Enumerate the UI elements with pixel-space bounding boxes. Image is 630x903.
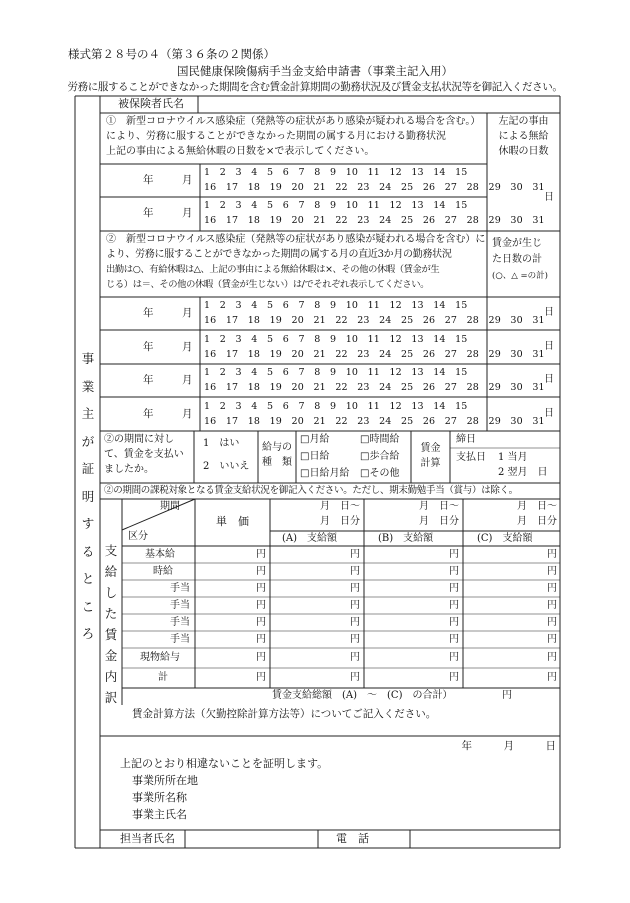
yen-unit: 円: [449, 549, 459, 560]
phone-field[interactable]: [412, 832, 558, 846]
row-label: 計: [158, 672, 168, 683]
yen-unit: 円: [547, 600, 557, 611]
kind-monthly-checkbox[interactable]: □月給: [300, 434, 330, 445]
yen-unit: 円: [350, 566, 360, 577]
section1-right-1: 左記の事由: [498, 116, 549, 127]
days-1-15: 1 2 3 4 5 6 7 8 9 10 11 12 13 14 15: [204, 200, 468, 211]
days-1-15: 1 2 3 4 5 6 7 8 9 10 11 12 13 14 15: [204, 334, 468, 345]
yen-unit: 円: [350, 634, 360, 645]
yen-unit: 円: [350, 672, 360, 683]
section2-line2: より、労務に服することができなかった期間の属する月の直近3か月の勤務状況: [106, 249, 452, 260]
yen-unit: 円: [256, 566, 266, 577]
year-label: 年: [143, 174, 154, 186]
form-number: 様式第２８号の４（第３６条の２関係）: [68, 47, 275, 61]
section1-day-unit[interactable]: 日: [544, 192, 554, 203]
day-unit: 日: [544, 341, 554, 352]
yen-unit: 円: [449, 600, 459, 611]
business-name-label: 事業所名称: [132, 791, 187, 804]
row-label: 時給: [153, 566, 173, 577]
wage-breakdown-side-label: 支給した賃金内訳: [104, 543, 118, 705]
unit-price-header: 単 価: [216, 515, 249, 528]
yen-unit: 円: [449, 583, 459, 594]
days-16-31: 16 17 18 19 20 21 22 23 24 25 26 27 28 29 30 31: [204, 182, 545, 193]
total-wage-yen[interactable]: 円: [502, 690, 512, 701]
phone-label: 電 話: [336, 832, 369, 845]
kind-other-checkbox[interactable]: □その他: [360, 468, 400, 479]
kind-daily-monthly-checkbox[interactable]: □日給月給: [300, 468, 350, 479]
pay-kind-label-1: 給与の: [262, 442, 292, 453]
section2-right-2: た日数の計: [492, 254, 542, 265]
month-label: 月: [182, 307, 193, 319]
section1-line3: 上記の事由による無給休暇の日数を×で表示してください。: [106, 146, 375, 157]
days-1-15: 1 2 3 4 5 6 7 8 9 10 11 12 13 14 15: [204, 167, 468, 178]
payment-yes-option[interactable]: 1 はい: [203, 438, 240, 449]
days-16-31: 16 17 18 19 20 21 22 23 24 25 26 27 28 29 30 31: [204, 215, 545, 226]
row-label: 手当: [170, 617, 190, 628]
yen-unit: 円: [350, 600, 360, 611]
row-label: 手当: [170, 600, 190, 611]
yen-unit: 円: [449, 652, 459, 663]
insured-name-label: 被保険者氏名: [118, 97, 184, 110]
payment-question-1: ②の期間に対し: [104, 434, 174, 445]
period-c-from[interactable]: 月 日～: [517, 501, 557, 512]
row-label: 手当: [170, 583, 190, 594]
month-label: 月: [182, 341, 193, 353]
yen-unit: 円: [449, 566, 459, 577]
row-label: 手当: [170, 634, 190, 645]
period-a-from[interactable]: 月 日～: [320, 501, 360, 512]
year-label: 年: [143, 207, 154, 219]
days-16-31: 16 17 18 19 20 21 22 23 24 25 26 27 28 29 30 31: [204, 315, 545, 326]
section1-line2: により、労務に服することができなかった期間の属する月における勤務状況: [106, 131, 446, 142]
insured-name-field[interactable]: [200, 97, 558, 112]
yen-unit: 円: [256, 634, 266, 645]
cert-statement: 上記のとおり相違ないことを証明します。: [120, 757, 329, 770]
yen-unit: 円: [449, 634, 459, 645]
payment-question-3: ましたか。: [104, 464, 154, 475]
total-wage-label: 賃金支給総額 (A) ～ (C) の合計）: [272, 690, 453, 701]
business-address-label: 事業所所在地: [132, 774, 198, 787]
category-header: 区分: [128, 531, 148, 542]
yen-unit: 円: [256, 672, 266, 683]
month-label: 月: [182, 374, 193, 386]
yen-unit: 円: [350, 583, 360, 594]
day-unit: 日: [544, 408, 554, 419]
payday-label: 支払日: [456, 452, 486, 463]
calc-label-1: 賃金: [420, 443, 441, 454]
yen-unit: 円: [547, 583, 557, 594]
payday-current-month[interactable]: 1 当月: [498, 452, 528, 463]
section2-line3: 出勤は○、有給休暇は△、上記の事由による無給休暇は×、その他の休暇（賃金が生: [106, 264, 440, 275]
section2-right-1: 賃金が生じ: [492, 238, 542, 249]
section1-right-3: 休暇の日数: [498, 146, 549, 157]
row-label: 基本給: [145, 549, 175, 560]
yen-unit: 円: [256, 652, 266, 663]
staff-name-label: 担当者氏名: [120, 832, 175, 845]
month-label: 月: [182, 174, 193, 186]
wage-note: ②の期間の課税対象となる賃金支給状況を御記入ください。ただし、期末勤勉手当（賞与）は除く。: [104, 485, 518, 496]
yen-unit: 円: [256, 617, 266, 628]
calc-label-2: 計算: [420, 458, 441, 469]
section1-right-2: による無給: [498, 131, 549, 142]
month-label: 月: [182, 408, 193, 420]
yen-unit: 円: [547, 634, 557, 645]
pay-kind-label-2: 種 類: [262, 457, 292, 468]
yen-unit: 円: [547, 566, 557, 577]
yen-unit: 円: [547, 672, 557, 683]
period-a-to[interactable]: 月 日分: [320, 516, 360, 527]
form-title: 国民健康保険傷病手当金支給申請書（事業主記入用）: [177, 64, 453, 78]
yen-unit: 円: [449, 672, 459, 683]
year-label: 年: [143, 307, 154, 319]
staff-name-field[interactable]: [187, 832, 316, 846]
yen-unit: 円: [350, 652, 360, 663]
period-header: 期間: [160, 501, 180, 512]
yen-unit: 円: [256, 583, 266, 594]
days-1-15: 1 2 3 4 5 6 7 8 9 10 11 12 13 14 15: [204, 401, 468, 412]
period-c-to[interactable]: 月 日分: [517, 516, 557, 527]
day-unit: 日: [544, 374, 554, 385]
period-b-from[interactable]: 月 日～: [419, 501, 459, 512]
year-label: 年: [143, 341, 154, 353]
yen-unit: 円: [547, 652, 557, 663]
year-label: 年: [143, 374, 154, 386]
days-16-31: 16 17 18 19 20 21 22 23 24 25 26 27 28 29 30 31: [204, 349, 545, 360]
yen-unit: 円: [350, 617, 360, 628]
month-label: 月: [182, 207, 193, 219]
payment-question-2: て、賃金を支払い: [104, 449, 184, 460]
section2-line4: じる）は＝、その他の休暇（賃金が生じない）は/でそれぞれ表示してください。: [106, 279, 430, 290]
col-a-header: (A) 支給額: [282, 533, 338, 544]
kind-daily-checkbox[interactable]: □日給: [300, 451, 330, 462]
days-1-15: 1 2 3 4 5 6 7 8 9 10 11 12 13 14 15: [204, 367, 468, 378]
kind-hourly-checkbox[interactable]: □時間給: [360, 434, 400, 445]
yen-unit: 円: [256, 600, 266, 611]
section2-line1: ② 新型コロナウイルス感染症（発熱等の症状があり感染が疑われる場合を含む）に: [106, 234, 486, 245]
days-1-15: 1 2 3 4 5 6 7 8 9 10 11 12 13 14 15: [204, 300, 468, 311]
yen-unit: 円: [449, 617, 459, 628]
day-unit: 日: [544, 307, 554, 318]
col-b-header: (B) 支給額: [378, 533, 434, 544]
side-label: 事業主が証明するところ: [81, 351, 95, 641]
calc-method-field[interactable]: [124, 722, 558, 735]
year-label: 年: [143, 408, 154, 420]
row-label: 現物給与: [140, 652, 180, 663]
payday-next-month[interactable]: 2 翌月 日: [498, 467, 548, 478]
section1-line1: ① 新型コロナウイルス感染症（発熱等の症状があり感染が疑われる場合を含む。）: [106, 116, 481, 127]
col-c-header: (C) 支給額: [477, 533, 533, 544]
cutoff-day-field[interactable]: 締日: [456, 434, 476, 445]
yen-unit: 円: [547, 617, 557, 628]
kind-commission-checkbox[interactable]: □歩合給: [360, 451, 400, 462]
yen-unit: 円: [547, 549, 557, 560]
payment-no-option[interactable]: 2 いいえ: [203, 461, 250, 472]
yen-unit: 円: [256, 549, 266, 560]
section2-right-3: (○、△ =の計): [492, 271, 548, 281]
yen-unit: 円: [350, 549, 360, 560]
form-instruction: 労務に服することができなかった期間を含む賃金計算期間の勤務状況及び賃金支払状況等を御記入ください。: [67, 81, 563, 93]
days-16-31: 16 17 18 19 20 21 22 23 24 25 26 27 28 29 30 31: [204, 382, 545, 393]
days-16-31: 16 17 18 19 20 21 22 23 24 25 26 27 28 29 30 31: [204, 416, 545, 427]
calc-method-label: 賃金計算方法（欠勤控除計算方法等）についてご記入ください。: [132, 708, 437, 720]
owner-name-label: 事業主氏名: [132, 808, 187, 821]
cert-date[interactable]: 年 月 日: [461, 740, 556, 752]
period-b-to[interactable]: 月 日分: [419, 516, 459, 527]
